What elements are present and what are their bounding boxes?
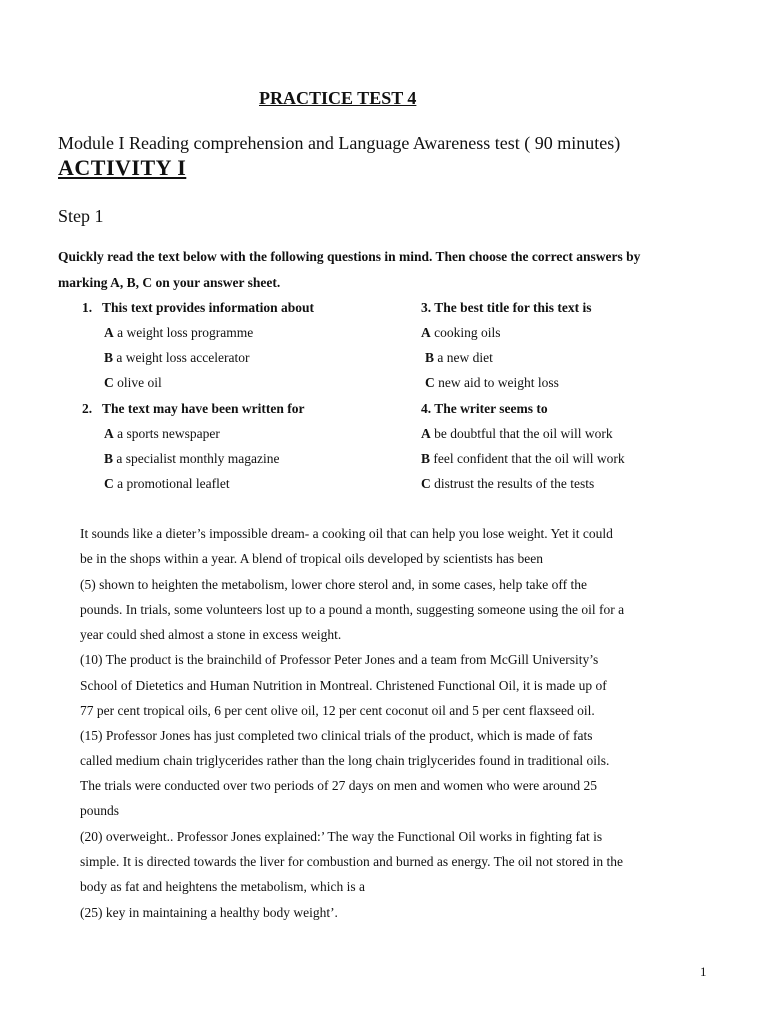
question-number: 1.: [82, 300, 93, 315]
option-4c: C distrust the results of the tests: [421, 476, 595, 491]
activity-heading: ACTIVITY I: [58, 155, 187, 180]
passage-line: be in the shops within a year. A blend of tropical oils developed by scientists has been: [80, 551, 544, 566]
question-text: The best title for this text is: [434, 300, 592, 315]
passage-line: (5) shown to heighten the metabolism, lower chore sterol and, in some cases, help take off the: [80, 577, 587, 592]
question-number: 3.: [421, 300, 432, 315]
passage-line: called medium chain triglycerides rather than the long chain triglycerides found in traditional oils.: [80, 753, 610, 768]
question-number: 2.: [82, 401, 93, 416]
passage-line: It sounds like a dieter’s impossible dream- a cooking oil that can help you lose weight. Yet it could: [80, 526, 613, 541]
instructions-line-1: Quickly read the text below with the following questions in mind. Then choose the correct answers by: [58, 249, 641, 264]
passage-line: (25) key in maintaining a healthy body weight’.: [80, 905, 338, 920]
option-1a: A a weight loss programme: [104, 325, 254, 340]
option-2c: C a promotional leaflet: [104, 476, 230, 491]
passage-line: pounds. In trials, some volunteers lost up to a pound a month, suggesting someone using the oil for a: [80, 602, 625, 617]
step-heading: Step 1: [58, 206, 104, 226]
option-3b: B a new diet: [425, 350, 493, 365]
passage-line: year could shed almost a stone in excess weight.: [80, 627, 342, 642]
passage-line: 77 per cent tropical oils, 6 per cent olive oil, 12 per cent coconut oil and 5 per cent flaxseed oil.: [80, 703, 595, 718]
passage-line: School of Dietetics and Human Nutrition in Montreal. Christened Functional Oil, it is made up of: [80, 678, 607, 693]
question-1: [82, 300, 314, 316]
option-2b: B a specialist monthly magazine: [104, 451, 280, 466]
question-number: 4.: [421, 401, 432, 416]
option-1c: C olive oil: [104, 375, 162, 390]
option-1b: B a weight loss accelerator: [104, 350, 250, 365]
page-title: PRACTICE TEST 4: [259, 88, 417, 108]
passage-line: body as fat and heightens the metabolism, which is a: [80, 879, 365, 894]
passage-line: The trials were conducted over two periods of 27 days on men and women who were around 25: [80, 778, 597, 793]
question-text: The writer seems to: [434, 401, 548, 416]
question-text: The text may have been written for: [102, 401, 305, 416]
question-2: [82, 401, 304, 417]
instructions-line-2: marking A, B, C on your answer sheet.: [58, 275, 281, 290]
passage-line: (10) The product is the brainchild of Professor Peter Jones and a team from McGill University’s: [80, 652, 599, 667]
passage-line: (20) overweight.. Professor Jones explained:’ The way the Functional Oil works in fighting fat is: [80, 829, 603, 844]
page-number: 1: [700, 964, 707, 979]
question-text: This text provides information about: [102, 300, 315, 315]
option-3a: A cooking oils: [421, 325, 501, 340]
option-3c: C new aid to weight loss: [425, 375, 559, 390]
question-4: [421, 401, 548, 417]
option-2a: A a sports newspaper: [104, 426, 220, 441]
question-3: [421, 300, 592, 316]
passage-line: pounds: [80, 803, 120, 818]
passage-line: (15) Professor Jones has just completed two clinical trials of the product, which is made of fats: [80, 728, 593, 743]
option-4b: B feel confident that the oil will work: [421, 451, 625, 466]
passage-line: simple. It is directed towards the liver for combustion and burned as energy. The oil not stored in the: [80, 854, 623, 869]
module-heading: Module I Reading comprehension and Language Awareness test ( 90 minutes): [58, 133, 621, 153]
option-4a: A be doubtful that the oil will work: [421, 426, 613, 441]
